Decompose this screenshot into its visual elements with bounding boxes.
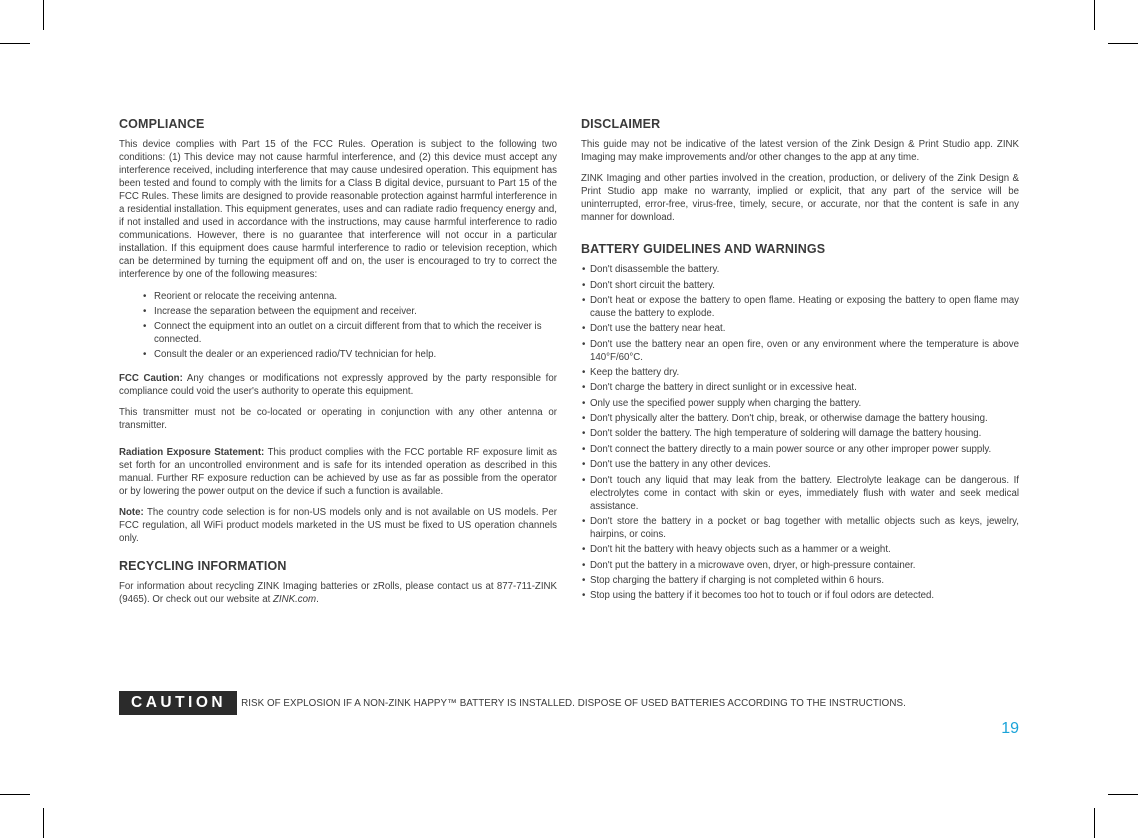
crop-mark [1108, 794, 1138, 795]
zink-website-link[interactable]: ZINK.com [273, 594, 317, 606]
recycling-heading: RECYCLING INFORMATION [119, 559, 287, 574]
list-item: • Don't disassemble the battery. [581, 263, 1019, 276]
fcc-caution-label: FCC Caution: [119, 372, 183, 384]
crop-mark [43, 0, 44, 30]
battery-warnings-list [581, 263, 1019, 602]
page-number: 19 [1001, 720, 1019, 737]
disclaimer-paragraph-1: This guide may not be indicative of the latest version of the Zink Design & Print Studio app. ZINK Imaging may make improvements and/or other changes to the app at any time. [581, 139, 1019, 164]
recycling-text: For information about recycling ZINK Imaging batteries or zRolls, please contact us at 877-711-ZINK (9465). Or check out our website at [119, 581, 557, 606]
caution-banner [119, 691, 1019, 715]
list-item: • Don't heat or expose the battery to open flame. Heating or exposing the battery to open flame may cause the battery to explode. [581, 294, 1019, 320]
list-item: • Don't touch any liquid that may leak from the battery. Electrolyte leakage can be dangerous. If electrolytes come in contact with skin or eyes, immediately flush with water and seek medical assistance. [581, 474, 1019, 513]
compliance-intro: This device complies with Part 15 of the FCC Rules. Operation is subject to the following two conditions: (1) This device may not cause harmful interference, and (2) this device must accept any interference received, including interference that may cause undesired operation. This equipment has been tested and found to comply with the limits for a Class B digital device, pursuant to Part 15 of the FCC Rules. These limits are designed to provide reasonable protection against harmful interference in a residential installation. This equipment generates, uses and can radiate radio frequency energy and, if not installed and used in accordance with the instructions, may cause harmful interference to radio communications. However, there is no guarantee that interference will not occur in a particular installation. If this equipment does cause harmful interference to radio or television reception, which can be determined by turning the equipment off and on, the user is encouraged to try to correct the interference by one of the following measures: [119, 139, 557, 281]
crop-mark [1108, 43, 1138, 44]
interference-measures-list [119, 290, 557, 361]
disclaimer-heading: DISCLAIMER [581, 117, 661, 131]
list-item: • Don't connect the battery directly to a main power source or any other improper power supply. [581, 443, 1019, 456]
crop-mark [0, 794, 30, 795]
list-item: • Don't put the battery in a microwave oven, dryer, or high-pressure container. [581, 559, 1019, 572]
list-item: • Consult the dealer or an experienced radio/TV technician for help. [143, 348, 557, 361]
compliance-heading: COMPLIANCE [119, 117, 205, 131]
recycling-trailing: . [316, 594, 319, 606]
list-item: • Don't store the battery in a pocket or bag together with metallic objects such as keys, jewelry, hairpins, or coins. [581, 515, 1019, 541]
list-item: • Stop using the battery if it becomes too hot to touch or if foul odors are detected. [581, 589, 1019, 602]
disclaimer-paragraph-2: ZINK Imaging and other parties involved in the creation, production, or delivery of the Zink Design & Print Studio app make no warranty, implied or explicit, that any part of the service will be uninterrupted, error-free, virus-free, timely, secure, or accurate, nor that the content is safe in any manner for download. [581, 173, 1019, 224]
list-item: • Reorient or relocate the receiving antenna. [143, 290, 557, 303]
radiation-paragraph [119, 446, 557, 498]
crop-mark [1094, 0, 1095, 30]
fcc-caution-paragraph [119, 372, 557, 398]
list-item: • Don't use the battery in any other devices. [581, 458, 1019, 471]
list-item: • Connect the equipment into an outlet on a circuit different from that to which the receiver is connected. [143, 320, 557, 346]
battery-heading: BATTERY GUIDELINES AND WARNINGS [581, 242, 826, 257]
crop-mark [0, 43, 30, 44]
list-item: • Keep the battery dry. [581, 366, 1019, 379]
list-item: • Don't physically alter the battery. Don't chip, break, or otherwise damage the battery housing. [581, 412, 1019, 425]
list-item: • Don't short circuit the battery. [581, 279, 1019, 292]
list-item: • Only use the specified power supply when charging the battery. [581, 397, 1019, 410]
list-item: • Don't use the battery near heat. [581, 322, 1019, 335]
colocation-paragraph: This transmitter must not be co-located or operating in conjunction with any other antenna or transmitter. [119, 406, 557, 431]
note-text: The country code selection is for non-US models only and is not available on US models. Per FCC regulation, all WiFi product models marketed in the US must be fixed to US operation channels only. [119, 507, 557, 545]
caution-badge: CAUTION [119, 691, 237, 715]
list-item: • Don't charge the battery in direct sunlight or in excessive heat. [581, 381, 1019, 394]
right-column [581, 117, 1019, 605]
radiation-text: This product complies with the FCC portable RF exposure limit as set forth for an uncontrolled environment and is safe for its intended operation as described in this manual. Further RF exposure reduction can be achieved by use as far as possible from the operator or by lowering the power output on the device if such a function is available. [119, 446, 557, 498]
recycling-paragraph [119, 580, 557, 606]
left-column [119, 117, 557, 614]
list-item: • Don't solder the battery. The high temperature of soldering will damage the battery housing. [581, 427, 1019, 440]
note-paragraph [119, 506, 557, 545]
list-item: • Stop charging the battery if charging is not completed within 6 hours. [581, 574, 1019, 587]
fcc-caution-text: Any changes or modifications not expressly approved by the party responsible for compliance could void the user's authority to operate this equipment. [119, 372, 557, 397]
crop-mark [1094, 808, 1095, 838]
crop-mark [43, 808, 44, 838]
radiation-label: Radiation Exposure Statement: [119, 446, 265, 458]
list-item: • Don't hit the battery with heavy objects such as a hammer or a weight. [581, 543, 1019, 556]
list-item: • Increase the separation between the equipment and receiver. [143, 305, 557, 318]
note-label: Note: [119, 507, 144, 519]
caution-text: RISK OF EXPLOSION IF A NON-ZINK HAPPY™ BATTERY IS INSTALLED. DISPOSE OF USED BATTERIES ACCORDING TO THE INSTRUCTIONS. [241, 697, 906, 709]
list-item: • Don't use the battery near an open fire, oven or any environment where the temperature is above 140°F/60°C. [581, 338, 1019, 364]
